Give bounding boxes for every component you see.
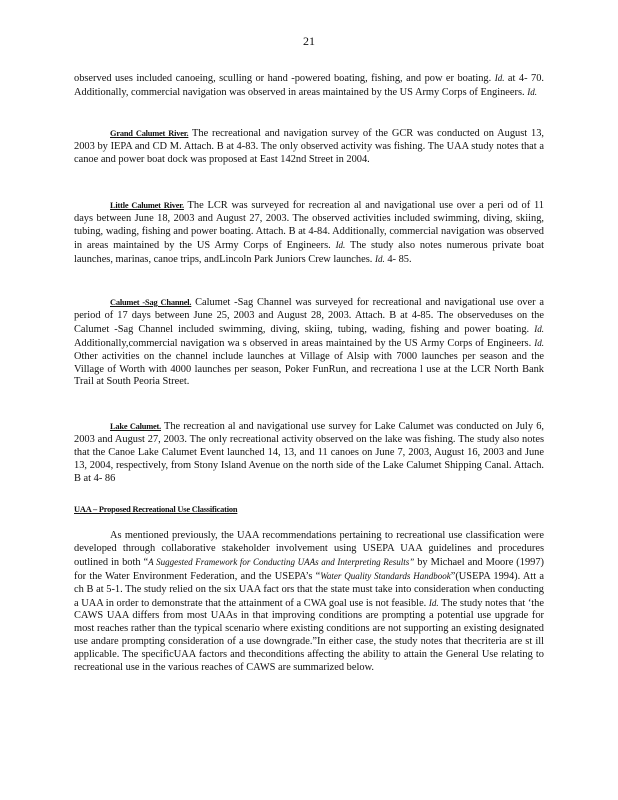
paragraph-lake-calumet <box>74 421 544 486</box>
citation-id: Id. <box>335 239 346 250</box>
citation-id: Id. <box>494 73 505 83</box>
paragraph-text: The LCR was surveyed for recreation al and navigational use over a peri od of 11 days between June 18, 2003 and August 27, 2003. The observed activities included swimming, diving, skiing, tubing, wading, fishing and power boating. Attach. B at 4-84. Additionally, commercial navigation was observed in areas maintained by the US Army Corps of Engineers. <box>74 200 545 251</box>
section-heading-lcr: Little Calumet River. <box>110 201 184 210</box>
section-heading-lake-calumet: Lake Calumet. <box>110 422 162 431</box>
paragraph-text: Additionally,commercial navigation wa s observed in areas maintained by the US Army Corps of Engineers. <box>74 337 532 349</box>
paragraph-text: The recreation al and navigational use survey for Lake Calumet was conducted on July 6, 2003 and August 27, 2003. The only recreational activity observed on the lake was fishing. The study also notes that the Canoe Lake Calumet Event launched 14, 13, and 11 canoes on June 7, 2003, August 16, 2003 and June 13, 2004, respectively, from Stony Island Avenue on the north side of the Lake Calumet Shipping Canal. Attach. B at 4- 86 <box>74 421 544 484</box>
citation-id: Id. <box>374 253 385 264</box>
paragraph-calumet-sag-channel <box>74 297 544 389</box>
paragraph-text: at 4- 70. Additionally, commercial navigation was observed in areas maintained by the US Army Corps of Engineers. <box>74 73 544 98</box>
citation-id: Id. <box>527 86 537 97</box>
paragraph-text: The study notes that ‘the CAWS UAA differs from most UAAs in that improving conditions are prompting a potential use upgrade for most reaches rather than the typical scenario where existing conditions are not supporting an existing designated use andare prompting consideration of a use downgrade.”In either case, the study notes that thecriteria are st ill applicable. The specificUAA factors and theconditions affecting the ability to attain the General Use relating to recreational use in the various reaches of CAWS are summarized below. <box>74 597 544 674</box>
section-heading-uaa: UAA – Proposed Recreational Use Classification <box>74 505 238 514</box>
citation-id: Id. <box>534 337 544 348</box>
paragraph-text: by Michael and Moore (1997) for the Water Environment Federation, and the USEPA’s “ <box>74 556 544 582</box>
citation-title: A Suggested Framework for Conducting UAAs and Interpreting Results” <box>148 556 415 567</box>
paragraph-text: 4- 85. <box>387 253 412 265</box>
paragraph-uaa-heading <box>74 504 544 517</box>
citation-id: Id. <box>534 323 544 334</box>
paragraph-observed-uses <box>74 72 544 100</box>
citation-id: Id. <box>428 597 439 608</box>
paragraph-text: ”(USEPA 1994). Att a ch B at 5-1. The study relied on the six UAA fact ors that the state must take into consideration when conducting a UAA in order to demonstrate that the attainment of a CWA goal use is not feasible. <box>74 570 544 609</box>
paragraph-text: Other activities on the channel include launches at Village of Alsip with 7000 launches per season and the Village of Worth with 4000 launches per season, Poker FunRun, and recreationa l use at the LCR North Bank Trail at South Peoria Street. <box>74 350 544 388</box>
paragraph-uaa-classification <box>74 530 544 675</box>
paragraph-text: The recreational and navigation survey of the GCR was conducted on August 13, 2003 by IEPA and CD M. Attach. B at 4-83. The only observed activity was fishing. The UAA study notes that a canoe and power boat dock was proposed at East 142nd Street in 2004. <box>74 128 544 165</box>
section-heading-gcr: Grand Calumet River. <box>110 129 189 138</box>
page-number: 21 <box>303 34 315 48</box>
paragraph-text: Calumet -Sag Channel was surveyed for recreational and navigational use over a period of 17 days between June 25, 2003 and August 28, 2003. Attach. B at 4-85. The observeduses on the Calumet -Sag Channel included swimming, diving, skiing, tubing, wading, fishing and power boating. <box>74 297 544 335</box>
citation-title: Water Quality Standards Handbook <box>320 570 451 581</box>
paragraph-little-calumet-river <box>74 200 544 267</box>
section-heading-cal-sag: Calumet -Sag Channel. <box>110 298 192 307</box>
paragraph-grand-calumet-river <box>74 128 544 167</box>
paragraph-text: observed uses included canoeing, sculling or hand -powered boating, fishing, and pow er boating. <box>74 73 492 84</box>
paragraph-text: As mentioned previously, the UAA recommendations pertaining to recreational use classification were developed through collaborative stakeholder involvement using USEPA UAA guidelines and procedures outlined in both “ <box>74 530 544 568</box>
paragraph-text: The study also notes numerous private boat launches, marinas, canoe trips, andLincoln Park Juniors Crew launches. <box>74 239 545 265</box>
